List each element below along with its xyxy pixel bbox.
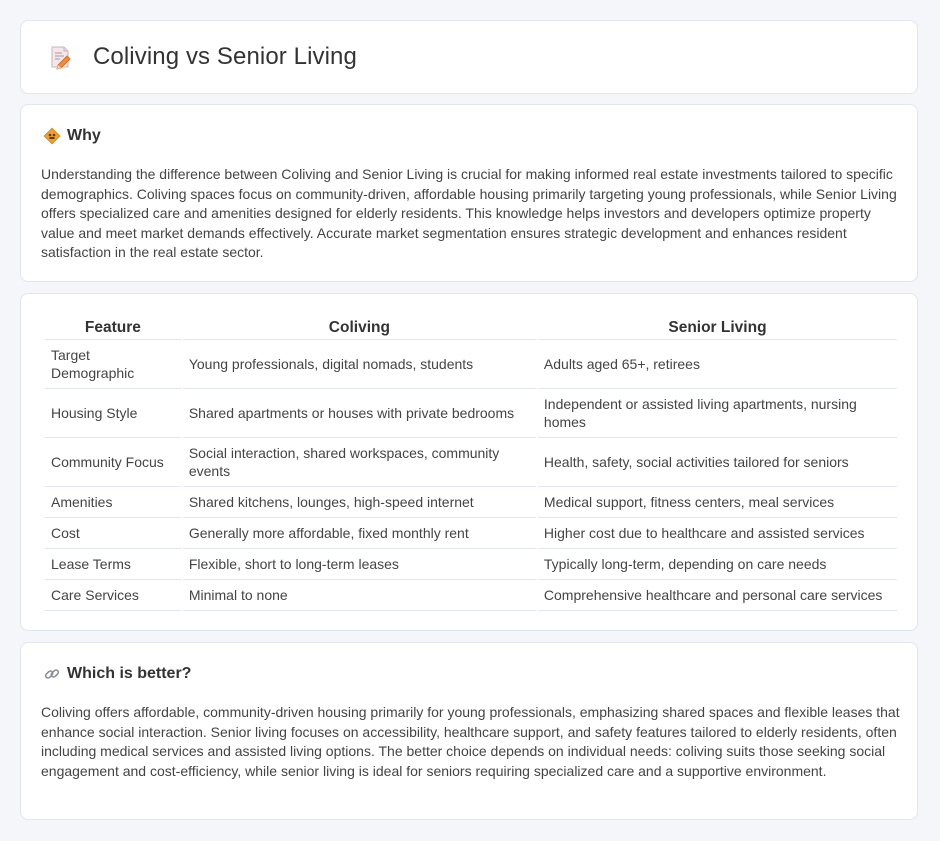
- better-body: Coliving offers affordable, community-driven housing primarily for young professionals, emphasizing shared spaces and flexible leases that enhance social interaction. Senior living focuses on accessibility, healthcare support, and safety features tailored to elderly residents, often including medical services and assisted living options. The better choice depends on individual needs: coliving suits those seeking social engagement and cost-efficiency, while senior living is ideal for seniors requiring specialized care and a supportive environment.: [41, 704, 900, 779]
- row-coliving: Flexible, short to long-term leases: [183, 549, 536, 580]
- row-senior-living: Independent or assisted living apartments, nursing homes: [538, 389, 897, 438]
- better-header: [43, 665, 191, 683]
- row-coliving: Generally more affordable, fixed monthly rent: [183, 518, 536, 549]
- row-senior-living: Comprehensive healthcare and personal care services: [538, 580, 897, 611]
- page-title: Coliving vs Senior Living: [93, 43, 357, 70]
- comparison-table: [43, 314, 899, 611]
- row-coliving: Minimal to none: [183, 580, 536, 611]
- row-senior-living: Medical support, fitness centers, meal services: [538, 487, 897, 518]
- row-feature: Target Demographic: [45, 340, 181, 389]
- row-coliving: Shared apartments or houses with private bedrooms: [183, 389, 536, 438]
- diamond-sign-icon: [43, 127, 61, 145]
- why-body: Understanding the difference between Coliving and Senior Living is crucial for making informed real estate investments tailored to specific demographics. Coliving spaces focus on community-driven, affordable housing primarily targeting young professionals, while Senior Living offers specialized care and amenities designed for elderly residents. This knowledge helps investors and developers optimize property value and meet market demands effectively. Accurate market segmentation ensures strategic development and enhances resident satisfaction in the real estate sector.: [41, 166, 897, 260]
- title-card: [20, 20, 918, 94]
- row-feature: Amenities: [45, 487, 181, 518]
- link-icon: [43, 665, 61, 683]
- table-header-row: [45, 314, 897, 340]
- row-coliving: Social interaction, shared workspaces, community events: [183, 438, 536, 487]
- row-feature: Cost: [45, 518, 181, 549]
- row-feature: Community Focus: [45, 438, 181, 487]
- row-feature: Care Services: [45, 580, 181, 611]
- table-row: [45, 438, 897, 487]
- memo-pencil-icon: [47, 44, 73, 70]
- table-row: [45, 487, 897, 518]
- row-senior-living: Adults aged 65+, retirees: [538, 340, 897, 389]
- table-row: [45, 580, 897, 611]
- table-row: [45, 389, 897, 438]
- why-header: [43, 127, 101, 145]
- row-coliving: Young professionals, digital nomads, students: [183, 340, 536, 389]
- why-heading: Why: [67, 127, 101, 144]
- header-senior-living: Senior Living: [538, 314, 897, 340]
- row-coliving: Shared kitchens, lounges, high-speed internet: [183, 487, 536, 518]
- better-heading: Which is better?: [67, 665, 192, 682]
- table-row: [45, 518, 897, 549]
- row-senior-living: Typically long-term, depending on care needs: [538, 549, 897, 580]
- row-senior-living: Higher cost due to healthcare and assisted services: [538, 518, 897, 549]
- table-row: [45, 340, 897, 389]
- title-row: [47, 43, 357, 71]
- why-card: [20, 104, 918, 282]
- row-feature: Lease Terms: [45, 549, 181, 580]
- which-better-card: [20, 642, 918, 820]
- header-coliving: Coliving: [183, 314, 536, 340]
- row-feature: Housing Style: [45, 389, 181, 438]
- comparison-card: [20, 293, 918, 631]
- header-feature: Feature: [45, 314, 181, 340]
- table-row: [45, 549, 897, 580]
- row-senior-living: Health, safety, social activities tailored for seniors: [538, 438, 897, 487]
